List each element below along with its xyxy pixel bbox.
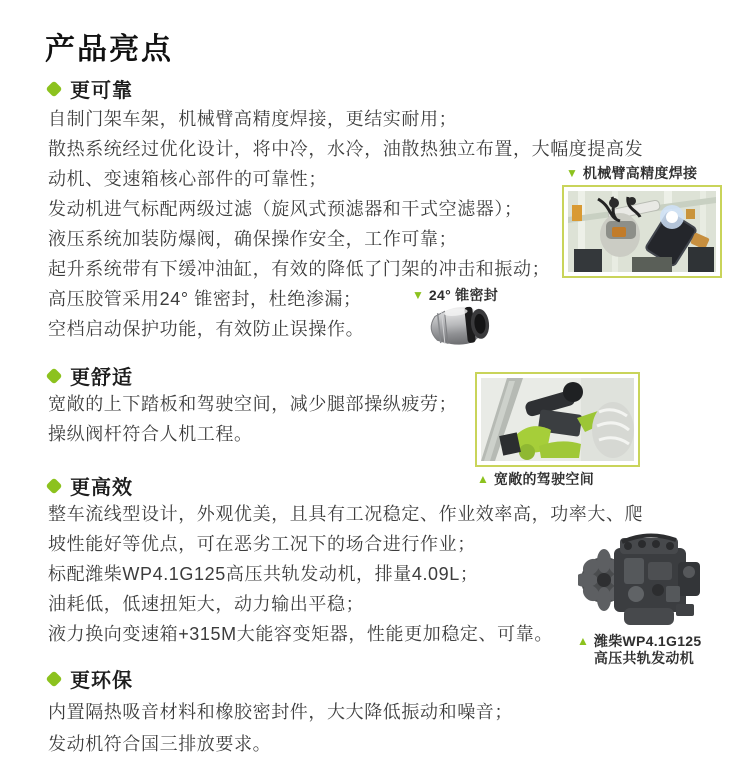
feature-line: 空档启动保护功能，有效防止误操作。 — [48, 319, 365, 339]
feature-line: 坡性能好等优点，可在恶劣工况下的场合进行作业； — [48, 534, 476, 554]
section-heading: 更舒适 — [70, 367, 133, 389]
section-header-reliable — [48, 74, 133, 103]
section-body-comfort — [48, 389, 457, 449]
feature-line: 油耗低，低速扭矩大，动力输出平稳； — [48, 594, 365, 614]
triangle-down-icon: ▼ — [412, 288, 424, 302]
feature-line: 发动机进气标配两级过滤（旋风式预滤器和干式空滤器）； — [48, 199, 523, 219]
diamond-bullet-icon — [46, 80, 63, 97]
section-heading: 更可靠 — [70, 80, 133, 102]
diamond-bullet-icon — [46, 670, 63, 687]
cab-figure-caption: ▲ 宽敞的驾驶空间 — [477, 471, 594, 487]
section-header-efficient — [48, 471, 133, 500]
section-body-eco — [48, 696, 513, 760]
welding-photo — [568, 191, 716, 272]
feature-line: 内置隔热吸音材料和橡胶密封件，大大降低振动和噪音； — [48, 702, 513, 722]
triangle-down-icon: ▼ — [566, 166, 578, 180]
welding-photo-frame — [562, 185, 722, 278]
feature-line: 标配潍柴WP4.1G125高压共轨发动机，排量4.09L； — [48, 564, 479, 584]
feature-line: 整车流线型设计，外观优美，且具有工况稳定、作业效率高，功率大、爬 — [48, 504, 644, 524]
cab-photo — [481, 378, 634, 461]
section-body-efficient — [48, 499, 643, 649]
section-heading: 更高效 — [70, 477, 133, 499]
engine-figure-caption — [577, 633, 701, 667]
engine-caption-text: 潍柴WP4.1G125 高压共轨发动机 — [593, 633, 702, 666]
diamond-bullet-icon — [46, 367, 63, 384]
section-heading: 更环保 — [70, 670, 133, 692]
triangle-up-icon: ▲ — [477, 472, 489, 486]
feature-line: 高压胶管采用24° 锥密封，杜绝渗漏； — [48, 289, 362, 309]
feature-line: 发动机符合国三排放要求。 — [48, 734, 272, 754]
feature-line: 液力换向变速箱+315M大能容变矩器，性能更加稳定、可靠。 — [48, 624, 553, 644]
feature-line: 操纵阀杆符合人机工程。 — [48, 424, 253, 444]
cab-photo-frame — [475, 372, 640, 467]
section-header-eco — [48, 664, 133, 693]
triangle-up-icon: ▲ — [577, 634, 589, 648]
feature-line: 自制门架车架，机械臂高精度焊接，更结实耐用； — [48, 109, 458, 129]
feature-line: 动机、变速箱核心部件的可靠性； — [48, 169, 327, 189]
feature-line: 散热系统经过优化设计，将中冷，水冷，油散热独立布置，大幅度提高发 — [48, 139, 644, 159]
feature-line: 宽敞的上下踏板和驾驶空间，减少腿部操纵疲劳； — [48, 394, 458, 414]
page-title: 产品亮点 — [45, 33, 173, 66]
diamond-bullet-icon — [46, 477, 63, 494]
seal-figure-caption: ▼ 24° 锥密封 — [412, 287, 499, 303]
welding-figure-caption: ▼ 机械臂高精度焊接 — [566, 165, 698, 181]
section-body-reliable — [48, 104, 643, 344]
feature-line: 起升系统带有下缓冲油缸，有效的降低了门架的冲击和振动； — [48, 259, 551, 279]
feature-line: 液压系统加装防爆阀，确保操作安全，工作可靠； — [48, 229, 458, 249]
seal-photo — [424, 300, 494, 350]
engine-photo — [578, 528, 706, 632]
section-header-comfort — [48, 361, 133, 390]
